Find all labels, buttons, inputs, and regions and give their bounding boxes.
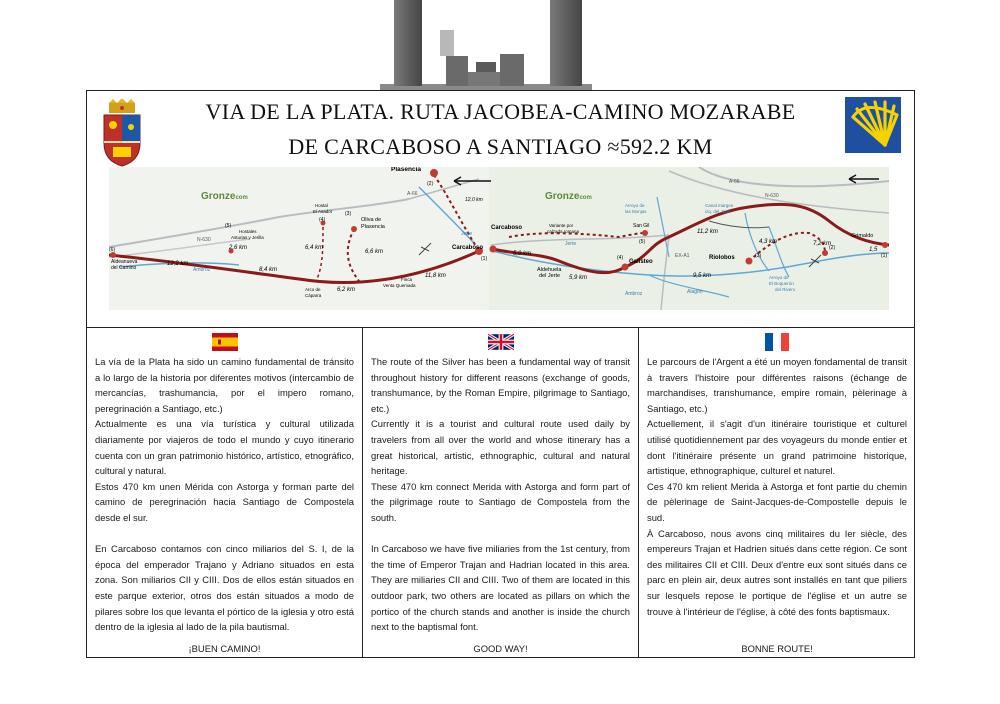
- en-paragraph-3: These 470 km connect Merida with Astorga and form part of the pilgrimage route to Santiago de Compostela from the south.: [371, 480, 630, 523]
- label-riolobos: Riolobos: [709, 255, 735, 261]
- label-carcaboso-right: Carcaboso: [491, 225, 523, 231]
- label-grimaldo-n: (1): [881, 253, 888, 259]
- french-text: [647, 354, 907, 619]
- label-canal2: izq. del Jerte: [705, 209, 731, 214]
- label-aldeanueva: Aldeanueva: [111, 259, 138, 265]
- label-a66-left: A-66: [407, 191, 418, 197]
- label-plasencia: Plasencia: [391, 167, 421, 173]
- label-point-2: (2): [829, 245, 836, 251]
- label-dist-r3: 11,2 km: [697, 229, 718, 235]
- info-panel: [86, 90, 915, 658]
- label-arroyo2: Arroyo de: [769, 275, 789, 280]
- page-title-line1: VIA DE LA PLATA. RUTA JACOBEA-CAMINO MOZARABE: [205, 99, 796, 124]
- gronze-brand-right: Gronze: [545, 191, 580, 202]
- label-oliva: Oliva de: [361, 217, 382, 223]
- fr-paragraph-4: À Carcaboso, nous avons cinq militaires du Ier siècle, des empereurs Trajan et Hadrien situés dans cette région. Ce sont des militaires CII et CIII. Deux d'entre eux sont situés dans ce parc en plein air, deux autres sont installés en tant que piliers sur lesquels repose le portique de l'église et un autre se trouve à l'intérieur de l'église, à côté des fonts baptismaux.: [647, 527, 907, 617]
- gronze-suffix-right: com: [579, 195, 592, 201]
- fr-farewell: BONNE ROUTE!: [741, 643, 813, 654]
- label-n630-right: N-630: [765, 193, 779, 199]
- label-carcaboso-left: Carcaboso: [452, 245, 484, 251]
- en-paragraph-1: The route of the Silver has been a fundamental way of transit throughout history for different reasons (exchange of goods, transhumance, by the Roman Empire, pilgrimage to Santiago, etc.): [371, 356, 630, 414]
- column-english: [363, 328, 639, 658]
- label-ambroz-left: Ambroz: [193, 267, 211, 273]
- fr-paragraph-1: Le parcours de l'Argent a été un moyen fondamental de transit à travers l'histoire pour différentes raisons (échange de marchandises, transhumance, empire romain, pèlerinage à Santiago, etc.): [647, 356, 907, 414]
- label-variante2: calzada romana: [547, 229, 580, 234]
- es-paragraph-3: Estos 470 km unen Mérida con Astorga y forman parte del camino de peregrinación hacia Santiago de Compostela desde el sur.: [95, 480, 354, 523]
- label-dist-r1: 5,0 km: [513, 251, 532, 257]
- stone-monument-image: [380, 0, 592, 92]
- label-aldehuela2: del Jerte: [539, 273, 561, 279]
- en-paragraph-2: Currently it is a tourist and cultural route used daily by travelers from all over the world and whose itinerary has a great historical, artistic, ethnographic, cultural and natural heritage.: [371, 418, 630, 477]
- column-french: [639, 328, 915, 658]
- label-aldehuela: Aldehuela: [537, 267, 562, 273]
- label-dist-l6: 6,2 km: [337, 287, 356, 293]
- label-dist-l5: 6,6 km: [365, 249, 384, 255]
- es-farewell: ¡BUEN CAMINO!: [188, 643, 261, 654]
- en-farewell: GOOD WAY!: [473, 643, 528, 654]
- label-dist-l1: 12,2 km: [167, 261, 189, 267]
- label-a66-right: A-66: [729, 179, 740, 185]
- es-paragraph-1: La vía de la Plata ha sido un camino fundamental de tránsito a lo largo de la historia por diferentes motivos (intercambio de mercancías, trashumancia, por el impero romano, peregrinación a Santiago, etc.): [95, 356, 354, 414]
- label-n630-left: N-630: [197, 237, 211, 243]
- label-riolobos-n: (3): [755, 253, 762, 259]
- spain-flag-icon: [212, 333, 238, 351]
- label-arroyo2c: del Rivero: [775, 287, 796, 292]
- label-sangil: San Gil: [633, 223, 650, 229]
- label-dist-l2: 2,6 km: [229, 245, 248, 251]
- label-dist-r2: 5,9 km: [569, 275, 588, 281]
- label-galisteo: Galisteo: [629, 259, 653, 265]
- fr-paragraph-2: Actuellement, il s'agit d'un itinéraire touristique et culturel utilisé quotidiennement par des voyageurs du monde entier et dont l'itinéraire présente un grand patrimoine historique, artistique, ethnographique, culturel et naturel.: [647, 418, 907, 477]
- france-flag-icon: [764, 333, 790, 351]
- label-canal: Canal margen: [705, 203, 734, 208]
- column-spanish: [87, 328, 363, 658]
- label-dist-r6: 7,2 km: [813, 241, 832, 247]
- label-hostales-n: (5): [225, 223, 232, 229]
- label-arco2: Cáparra: [305, 293, 322, 298]
- label-galisteo-n: (4): [617, 255, 624, 261]
- page-title-line2: DE CARCABOSO A SANTIAGO ≈592.2 KM: [288, 134, 713, 159]
- gronze-suffix-left: com: [235, 195, 248, 201]
- label-jerte-right: Jerte: [565, 241, 577, 247]
- label-finca2: Venta Quemada: [383, 283, 416, 288]
- label-ambroz-right: Ambroz: [625, 291, 643, 297]
- label-finca: Finca: [401, 277, 413, 282]
- english-text: [371, 354, 630, 635]
- label-hostal-n: (4): [319, 217, 326, 223]
- label-aldeanueva2: del Camino: [111, 265, 137, 271]
- label-jerte-left: Jerte: [461, 231, 473, 237]
- label-variante: Variante por: [549, 223, 574, 228]
- label-dist-r7: 1,5: [869, 247, 878, 253]
- uk-flag-icon: [488, 333, 514, 351]
- label-dist-r5: 4,3 km: [759, 239, 778, 245]
- label-aldeanueva-n: (6): [109, 247, 116, 253]
- label-dist-r4: 9,5 km: [693, 273, 712, 279]
- label-dist-l3: 8,4 km: [259, 267, 278, 273]
- label-arco: Arco de: [305, 287, 321, 292]
- label-oliva2: Plasencia: [361, 224, 385, 230]
- label-arroyo1b: las Monjas: [625, 209, 647, 214]
- label-hostales2: Asturias y Jerilla: [231, 235, 264, 240]
- label-arroyo1: Arroyo de: [625, 203, 645, 208]
- label-dist-l8: 12,0 km: [465, 197, 483, 203]
- label-grimaldo: Grimaldo: [851, 233, 874, 239]
- label-oliva-n: (3): [345, 211, 352, 217]
- label-plasencia-n: (2): [427, 181, 434, 187]
- label-hostales: Hostales: [239, 229, 257, 234]
- label-alagon: Alagón: [687, 289, 703, 295]
- es-paragraph-4: En Carcaboso contamos con cinco miliarios del S. I, de la época del emperador Trajano y Adriano situados en esta zona. Son miliarios CII y CIII. Dos de ellos están situados en este parque exterior, otros dos están situados a modo de pilares sobre los que levanta el pórtico de la iglesia y otro está dentro de la iglesia al lado de la pila bautismal.: [95, 543, 354, 633]
- spanish-text: [95, 354, 354, 635]
- label-dist-l7: 11,8 km: [425, 273, 446, 279]
- label-dist-l4: 6,4 km: [305, 245, 324, 251]
- label-hostal2: El Asador: [313, 209, 333, 214]
- label-arroyo2b: El Boquerón: [769, 281, 794, 286]
- label-sangil-n: (5): [639, 239, 646, 245]
- gronze-brand-left: Gronze: [201, 191, 236, 202]
- label-hostal: Hostal: [315, 203, 328, 208]
- route-map: [109, 167, 889, 310]
- label-exa1: EX-A1: [675, 253, 690, 259]
- en-paragraph-4: In Carcaboso we have five miliaries from the 1st century, from the time of Emperor Trajan and Hadrian located in this area. They are miliaries CII and CIII. Two of them are located in this outdoor park, two others are located as pillars on which the portico of the church stands and another is inside the church next to the baptismal font.: [371, 543, 630, 633]
- fr-paragraph-3: Ces 470 km relient Merida à Astorga et font partie du chemin de pèlerinage de Saint-Jacques-de-Compostelle depuis le sud.: [647, 480, 907, 523]
- es-paragraph-2: Actualmente es una vía turística y cultural utilizada diariamente por viajeros de todo el mundo y cuyo itinerario cuenta con un gran patrimonio histórico, artístico, etnográfico, cultural y natural.: [95, 418, 354, 477]
- label-carcaboso-n-left: (1): [481, 256, 488, 262]
